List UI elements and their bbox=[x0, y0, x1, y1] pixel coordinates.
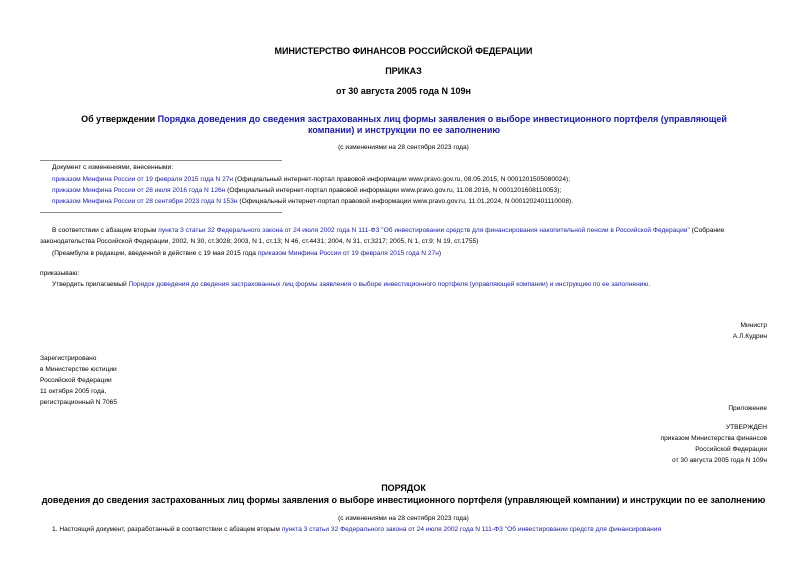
preamble-end: (Собрание законодательства Российской Федерации, 2002, N 30, ст.3028; 2003, N 1, ст.13; N 46, ст.4431; 2004, N 31, ст.3217; 2005, N 1, ст.9; N 19, ст.1755) bbox=[40, 227, 725, 245]
revision-note: (с изменениями на 28 сентября 2023 года) bbox=[338, 144, 469, 151]
preamble-start: В соответствии с абзацем вторым bbox=[52, 227, 159, 234]
doc-type-heading: ПРИКАЗ bbox=[385, 66, 422, 76]
para1-start: 1. Настоящий документ, разработанный в соответствии с абзацем вторым bbox=[52, 526, 282, 533]
preamble-law-link[interactable]: пункта 3 статьи 32 Федерального закона от 24 июля 2002 года N 111-ФЗ "Об инвестировании средств для финансирования накопительной пенсии в Российской Федерации" bbox=[158, 227, 690, 234]
approve-paragraph bbox=[52, 279, 650, 290]
signature-position: Министр bbox=[740, 322, 767, 329]
approve-end: . bbox=[648, 281, 651, 288]
registration-line: Российской Федерации bbox=[40, 377, 112, 384]
preamble-edition-note bbox=[52, 248, 441, 259]
order-word: приказываю: bbox=[40, 270, 80, 277]
approved-by-line: от 30 августа 2005 года N 109н bbox=[672, 457, 767, 464]
edition-prefix: (Преамбула в редакции, введенной в действие с 19 мая 2015 года bbox=[52, 250, 258, 257]
edition-suffix: ) bbox=[438, 250, 442, 257]
amendment-source: (Официальный интернет-портал правовой информации www.pravo.gov.ru, 08.05.2015, N 0001201505080024); bbox=[233, 176, 571, 183]
appendix-label: Приложение bbox=[728, 405, 767, 412]
procedure-revision-note: (с изменениями на 28 сентября 2023 года) bbox=[338, 515, 469, 522]
amendment-link[interactable]: приказом Минфина России от 28 сентября 2023 года N 153н bbox=[52, 198, 238, 205]
registration-line: в Министерстве юстиции bbox=[40, 366, 117, 373]
approved-by-line: приказом Министерства финансов bbox=[660, 435, 767, 442]
amendment-item bbox=[52, 196, 573, 207]
divider-bottom bbox=[40, 212, 282, 213]
approved-by-line: Российской Федерации bbox=[695, 446, 767, 453]
document-title bbox=[64, 114, 744, 136]
preamble-paragraph bbox=[40, 225, 775, 247]
registration-line: Зарегистрировано bbox=[40, 355, 97, 362]
ministry-heading: МИНИСТЕРСТВО ФИНАНСОВ РОССИЙСКОЙ ФЕДЕРАЦИИ bbox=[274, 46, 533, 56]
edition-link[interactable]: приказом Минфина России от 19 февраля 2015 года N 27н bbox=[257, 250, 439, 257]
amendment-item bbox=[52, 174, 570, 185]
procedure-subtitle: доведения до сведения застрахованных лиц формы заявления о выборе инвестиционного портфеля (управляющей компании) и инструкции по ее заполнению bbox=[41, 495, 766, 505]
title-link[interactable]: Порядка доведения до сведения застрахованных лиц формы заявления о выборе инвестиционного портфеля (управляющей компании) и инструкции по ее заполнению bbox=[157, 114, 727, 135]
title-prefix: Об утверждении bbox=[81, 114, 158, 124]
amendment-source: (Официальный интернет-портал правовой информации www.pravo.gov.ru, 11.08.2016, N 0001201608110053); bbox=[225, 187, 562, 194]
doc-date-number: от 30 августа 2005 года N 109н bbox=[336, 86, 471, 96]
procedure-paragraph-1 bbox=[52, 524, 661, 535]
procedure-title: ПОРЯДОК bbox=[381, 483, 426, 493]
amendment-link[interactable]: приказом Минфина России от 19 февраля 2015 года N 27н bbox=[52, 176, 234, 183]
registration-line: регистрационный N 7065 bbox=[40, 399, 118, 406]
amendment-item bbox=[52, 185, 561, 196]
signature-name: А.Л.Кудрин bbox=[732, 333, 767, 340]
approve-start: Утвердить прилагаемый bbox=[52, 281, 129, 288]
para1-law-link[interactable]: пункта 3 статьи 32 Федерального закона от 24 июля 2002 года N 111-ФЗ "Об инвестировании средств для финансирования bbox=[281, 526, 662, 533]
approve-procedure-link[interactable]: Порядок доведения до сведения застрахованных лиц формы заявления о выборе инвестиционного портфеля (управляющей компании) и инструкцию по ее заполнению bbox=[128, 281, 649, 288]
amendment-link[interactable]: приказом Минфина России от 28 июля 2016 года N 126н bbox=[52, 187, 226, 194]
amendments-heading: Документ с изменениями, внесенными: bbox=[52, 164, 174, 171]
divider-top bbox=[40, 160, 282, 161]
amendment-source: (Официальный интернет-портал правовой информации www.pravo.gov.ru, 11.01.2024, N 0001202401110008). bbox=[237, 198, 574, 205]
registration-line: 11 октября 2005 года, bbox=[40, 388, 107, 395]
approved-label: УТВЕРЖДЕН bbox=[725, 424, 767, 431]
